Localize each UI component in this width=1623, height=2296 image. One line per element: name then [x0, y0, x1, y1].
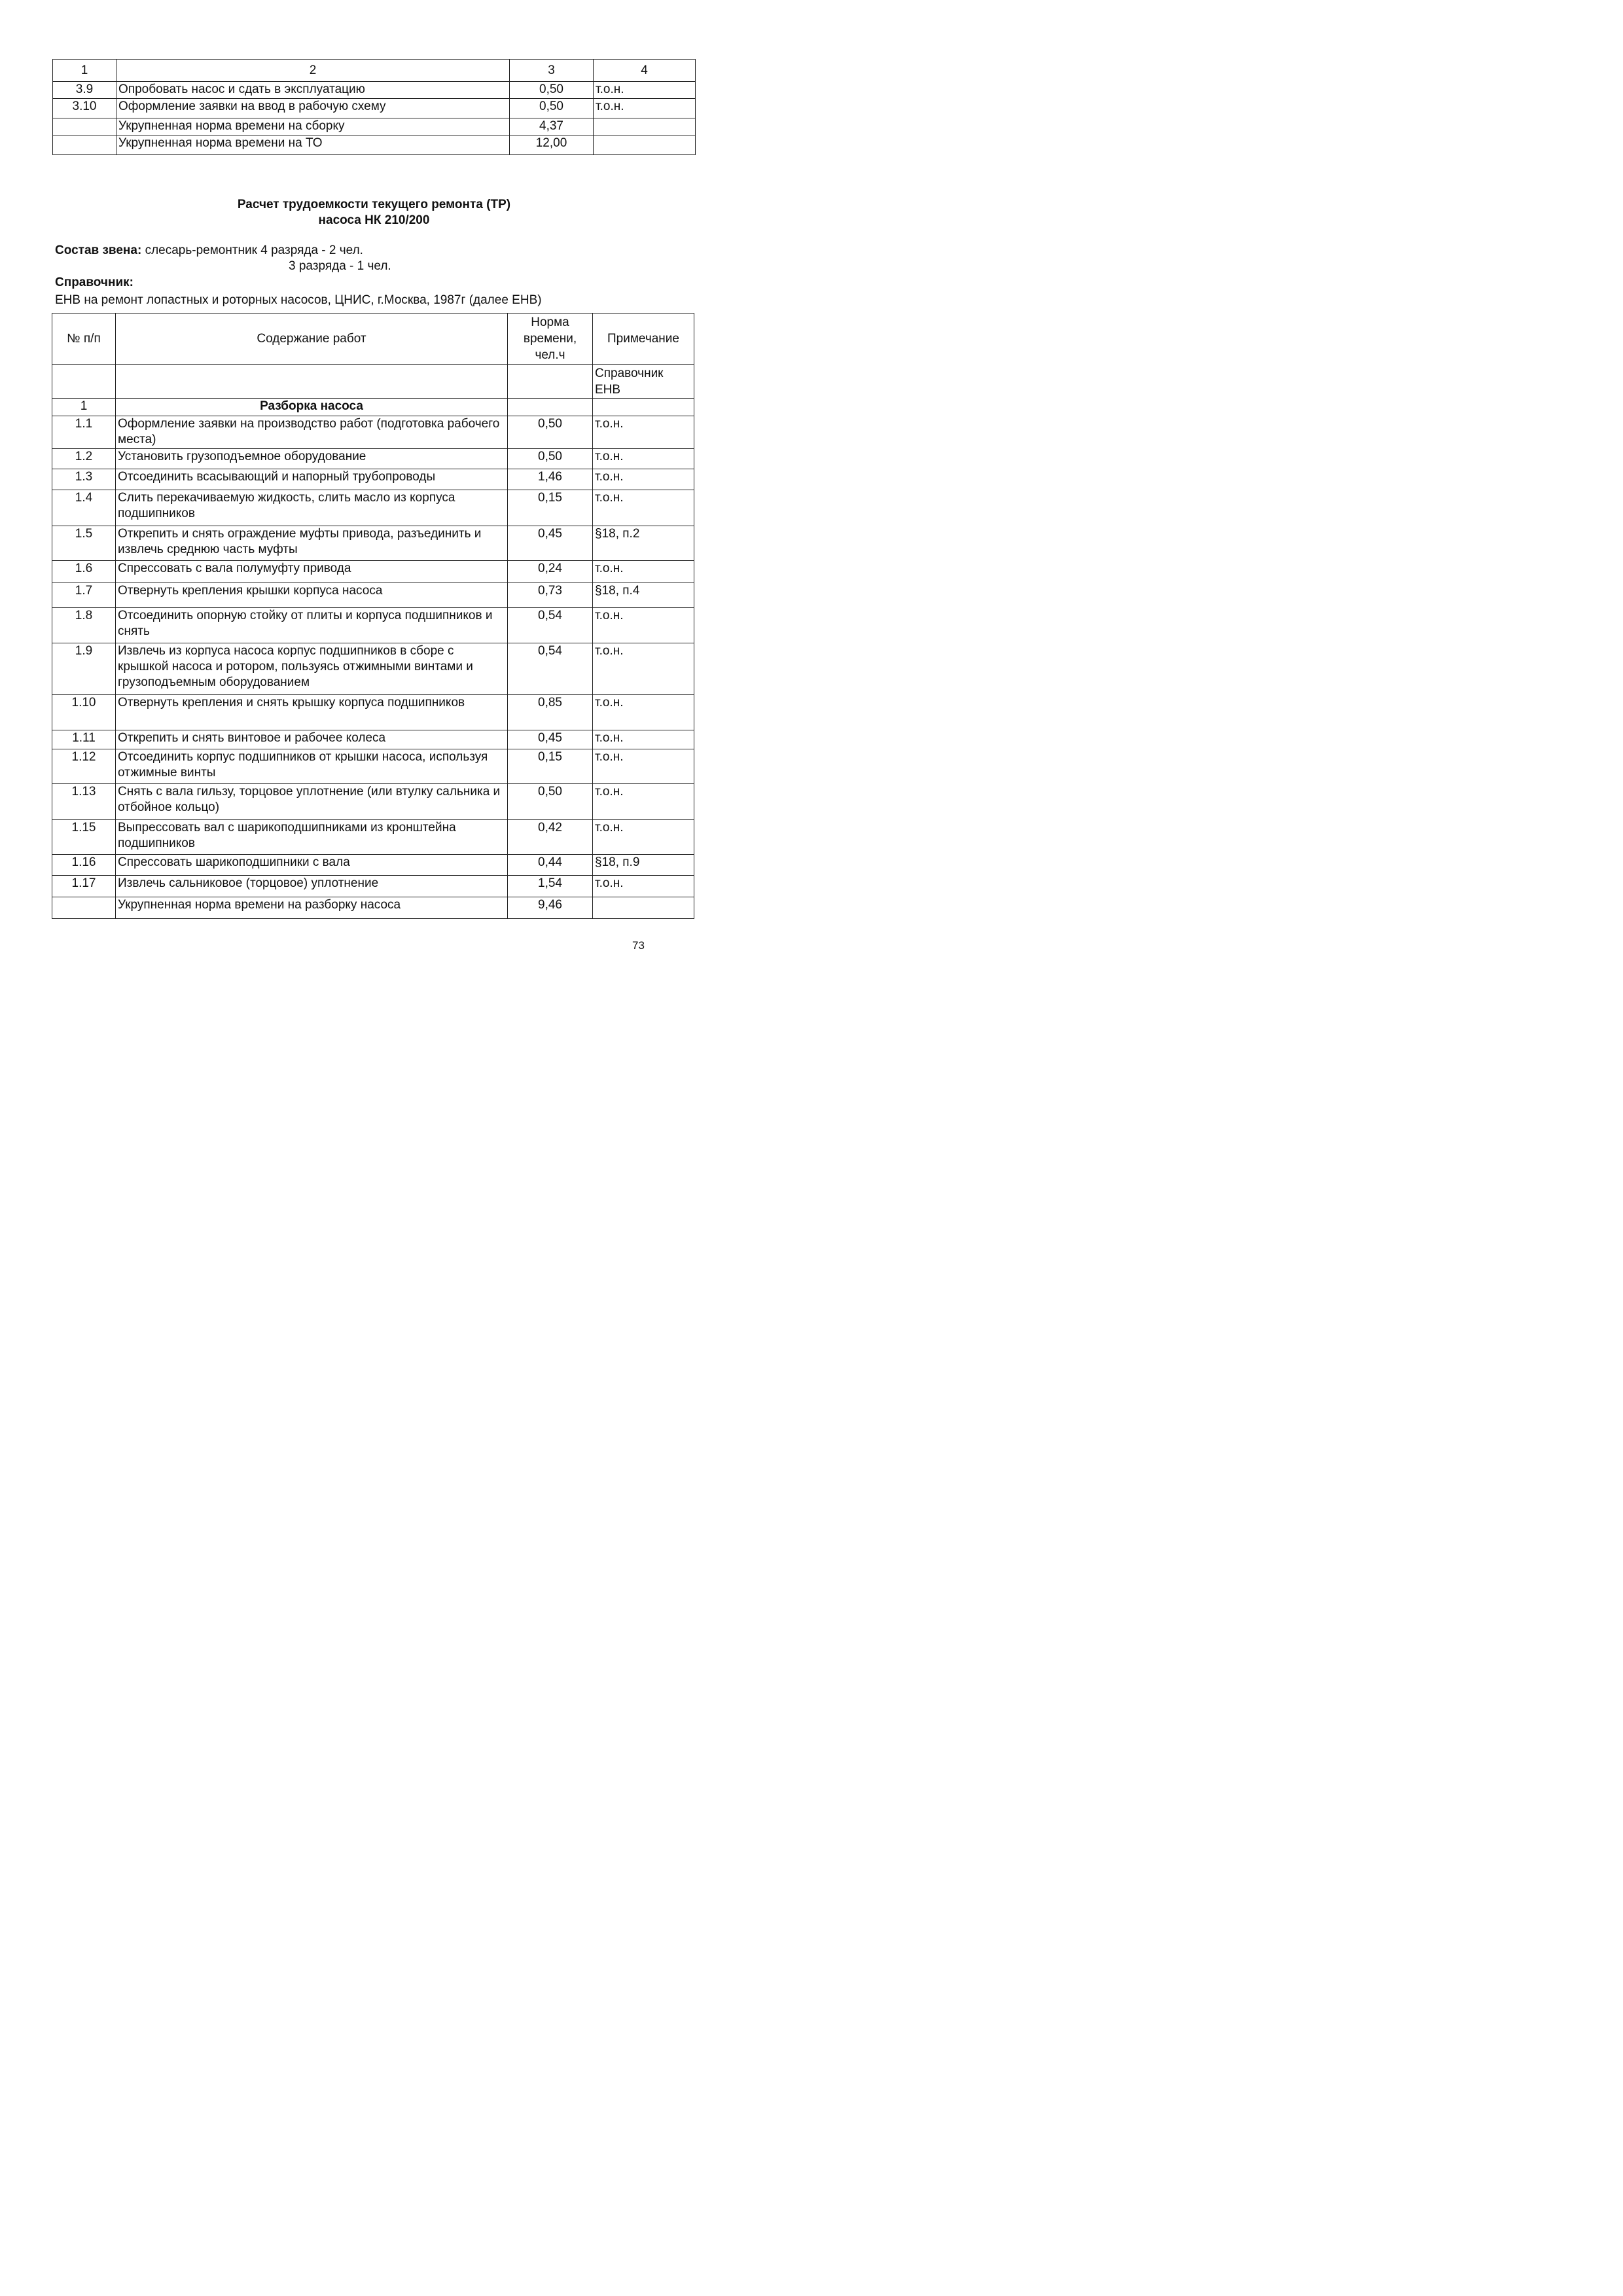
row-num: 1.6: [52, 561, 116, 583]
row-norm: 0,73: [508, 583, 593, 608]
row-num: 1.7: [52, 583, 116, 608]
table-row: [52, 449, 694, 469]
row-text: Оформление заявки на производство работ (подготовка рабочего места): [116, 416, 508, 449]
row-text: Извлечь сальниковое (торцовое) уплотнение: [116, 876, 508, 897]
row-note: т.о.н.: [593, 643, 694, 695]
row-num: 1.2: [52, 449, 116, 469]
empty-cell: [593, 897, 694, 919]
header-norm: [508, 314, 593, 365]
row-text: Укрупненная норма времени на сборку: [116, 118, 510, 135]
row-note: т.о.н.: [593, 469, 694, 490]
row-num: 1.11: [52, 730, 116, 749]
row-text: Опробовать насос и сдать в эксплуатацию: [116, 82, 510, 99]
table-header-row: [53, 60, 696, 82]
row-note: т.о.н.: [594, 82, 696, 99]
row-note: т.о.н.: [593, 784, 694, 820]
row-norm: 1,54: [508, 876, 593, 897]
row-text: Спрессовать с вала полумуфту привода: [116, 561, 508, 583]
subheader-empty: [116, 365, 508, 399]
header-norm-line-3: чел.ч: [535, 348, 565, 362]
empty-cell: [593, 399, 694, 416]
row-text: Укрупненная норма времени на ТО: [116, 135, 510, 155]
row-num: 1.10: [52, 695, 116, 730]
row-text: Снять с вала гильзу, торцовое уплотнение (или втулку сальника и отбойное кольцо): [116, 784, 508, 820]
row-text: Отвернуть крепления крышки корпуса насоса: [116, 583, 508, 608]
section-row: [52, 399, 694, 416]
row-text: Открепить и снять ограждение муфты привода, разъединить и извлечь среднюю часть муфты: [116, 526, 508, 561]
row-norm: 0,45: [508, 526, 593, 561]
row-norm: 1,46: [508, 469, 593, 490]
col-header-2: 2: [116, 60, 510, 82]
table-row: [52, 820, 694, 855]
subheader-reference: Справочник ЕНВ: [593, 365, 694, 399]
row-text: Оформление заявки на ввод в рабочую схему: [116, 99, 510, 118]
row-norm: 0,15: [508, 490, 593, 526]
header-norm-line-2: времени,: [523, 332, 577, 346]
row-note: т.о.н.: [593, 730, 694, 749]
row-num: 1.1: [52, 416, 116, 449]
row-note: т.о.н.: [593, 561, 694, 583]
reference-text: ЕНВ на ремонт лопастных и роторных насосов, ЦНИС, г.Москва, 1987г (далее ЕНВ): [55, 293, 542, 307]
row-num: 1.15: [52, 820, 116, 855]
table-row: [52, 730, 694, 749]
row-note: [594, 135, 696, 155]
row-text: Отвернуть крепления и снять крышку корпуса подшипников: [116, 695, 508, 730]
crew-line-1: [55, 243, 363, 258]
row-note: т.о.н.: [594, 99, 696, 118]
row-note: т.о.н.: [593, 490, 694, 526]
table-row: [53, 82, 696, 99]
table-row: [52, 561, 694, 583]
table-row: [52, 526, 694, 561]
row-norm: 0,45: [508, 730, 593, 749]
row-num: 1.9: [52, 643, 116, 695]
subheader-empty: [508, 365, 593, 399]
table-row: [52, 695, 694, 730]
table-row: [53, 135, 696, 155]
row-norm: 0,15: [508, 749, 593, 784]
row-text: Отсоединить всасывающий и напорный трубопроводы: [116, 469, 508, 490]
crew-label: Состав звена:: [55, 243, 142, 257]
table-row: [52, 416, 694, 449]
row-norm: 0,50: [510, 99, 594, 118]
table-row: [52, 490, 694, 526]
row-norm: 0,50: [510, 82, 594, 99]
reference-label: Справочник:: [55, 276, 134, 289]
col-header-3: 3: [510, 60, 594, 82]
header-num: № п/п: [52, 314, 116, 365]
row-norm: 0,44: [508, 855, 593, 876]
row-norm: 0,50: [508, 416, 593, 449]
total-row: [52, 897, 694, 919]
row-norm: 0,50: [508, 784, 593, 820]
table-row: [52, 784, 694, 820]
header-content: Содержание работ: [116, 314, 508, 365]
page-number: 73: [632, 939, 645, 952]
subheader-empty: [52, 365, 116, 399]
header-note: Примечание: [593, 314, 694, 365]
row-text: Извлечь из корпуса насоса корпус подшипников в сборе с крышкой насоса и ротором, пользуясь отжимными винтами и грузоподъемным оборудованием: [116, 643, 508, 695]
crew-line-2: 3 разряда - 1 чел.: [289, 259, 391, 273]
total-text: Укрупненная норма времени на разборку насоса: [116, 897, 508, 919]
row-num: 1.5: [52, 526, 116, 561]
row-norm: 0,42: [508, 820, 593, 855]
row-note: т.о.н.: [593, 416, 694, 449]
row-note: §18, п.2: [593, 526, 694, 561]
heading-line-1: Расчет трудоемкости текущего ремонта (ТР): [237, 198, 511, 211]
row-text: Слить перекачиваемую жидкость, слить масло из корпуса подшипников: [116, 490, 508, 526]
row-text: Выпрессовать вал с шарикоподшипниками из кронштейна подшипников: [116, 820, 508, 855]
row-norm: 12,00: [510, 135, 594, 155]
row-num: [53, 118, 116, 135]
row-norm: 4,37: [510, 118, 594, 135]
table-row: [53, 118, 696, 135]
row-num: 1.4: [52, 490, 116, 526]
crew-text-1: слесарь-ремонтник 4 разряда - 2 чел.: [141, 243, 363, 257]
row-text: Отсоединить опорную стойку от плиты и корпуса подшипников и снять: [116, 608, 508, 643]
table-row: [52, 876, 694, 897]
row-text: Установить грузоподъемное оборудование: [116, 449, 508, 469]
row-num: [53, 135, 116, 155]
col-header-4: 4: [594, 60, 696, 82]
row-note: [594, 118, 696, 135]
row-num: 3.9: [53, 82, 116, 99]
row-note: т.о.н.: [593, 449, 694, 469]
row-text: Спрессовать шарикоподшипники с вала: [116, 855, 508, 876]
row-norm: 0,50: [508, 449, 593, 469]
empty-cell: [52, 897, 116, 919]
table-row: [52, 469, 694, 490]
table-header-row: [52, 314, 694, 365]
table-row: [53, 99, 696, 118]
col-header-1: 1: [53, 60, 116, 82]
table-row: [52, 749, 694, 784]
row-num: 1.3: [52, 469, 116, 490]
row-note: т.о.н.: [593, 695, 694, 730]
row-note: т.о.н.: [593, 608, 694, 643]
header-norm-line-1: Норма: [531, 315, 569, 329]
row-note: т.о.н.: [593, 749, 694, 784]
row-num: 1.17: [52, 876, 116, 897]
row-note: т.о.н.: [593, 876, 694, 897]
table-row: [52, 643, 694, 695]
subheader-row: [52, 365, 694, 399]
row-note: т.о.н.: [593, 820, 694, 855]
continuation-table: [52, 59, 696, 155]
row-num: 1.12: [52, 749, 116, 784]
heading-line-2: насоса НК 210/200: [318, 213, 430, 227]
row-norm: 0,54: [508, 608, 593, 643]
row-norm: 0,85: [508, 695, 593, 730]
row-note: §18, п.4: [593, 583, 694, 608]
row-num: 1.8: [52, 608, 116, 643]
table-row: [52, 608, 694, 643]
row-text: Открепить и снять винтовое и рабочее колеса: [116, 730, 508, 749]
row-note: §18, п.9: [593, 855, 694, 876]
table-row: [52, 855, 694, 876]
table-row: [52, 583, 694, 608]
empty-cell: [508, 399, 593, 416]
row-norm: 0,54: [508, 643, 593, 695]
row-text: Отсоединить корпус подшипников от крышки насоса, используя отжимные винты: [116, 749, 508, 784]
row-num: 1.13: [52, 784, 116, 820]
total-norm: 9,46: [508, 897, 593, 919]
section-num: 1: [52, 399, 116, 416]
row-num: 1.16: [52, 855, 116, 876]
section-title: Разборка насоса: [116, 399, 508, 416]
row-num: 3.10: [53, 99, 116, 118]
labor-table: [52, 313, 694, 919]
row-norm: 0,24: [508, 561, 593, 583]
